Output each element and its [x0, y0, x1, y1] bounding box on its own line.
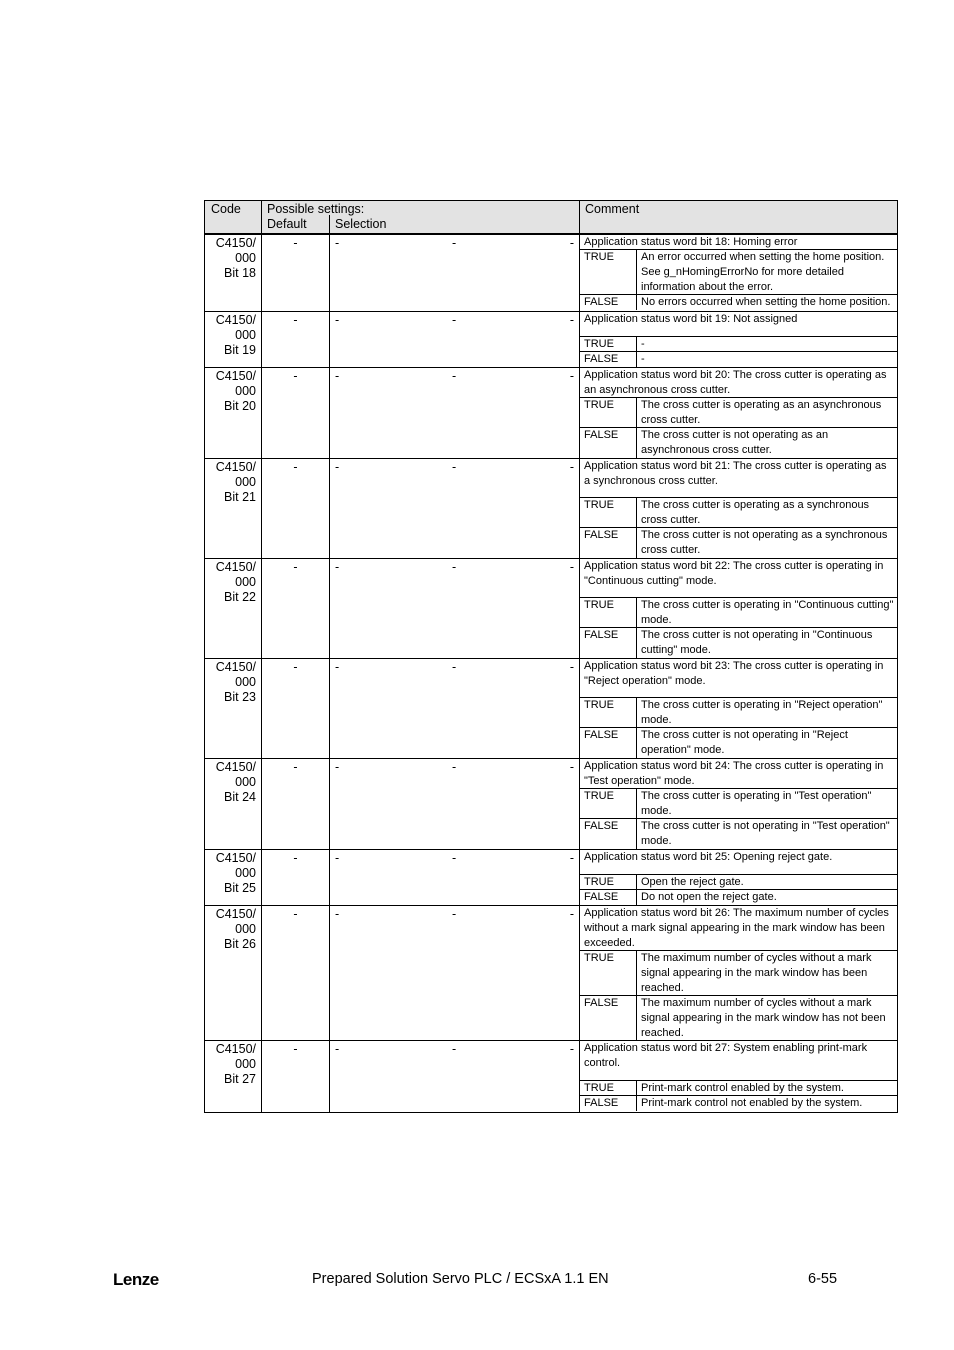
code-line: C4150/ — [215, 907, 256, 921]
code-cell — [205, 850, 262, 905]
code-line: Bit 19 — [224, 343, 256, 357]
code-line: C4150/ — [215, 369, 256, 383]
true-row — [580, 598, 897, 628]
false-label: FALSE — [580, 352, 637, 367]
true-label: TRUE — [580, 698, 637, 727]
footer-title: Prepared Solution Servo PLC / ECSxA 1.1 EN — [312, 1271, 609, 1287]
code-line: Bit 18 — [224, 266, 256, 280]
selection-cell — [330, 559, 580, 658]
false-row — [580, 628, 897, 658]
true-text: - — [641, 338, 645, 350]
false-label: FALSE — [580, 295, 637, 310]
true-label: TRUE — [580, 1081, 637, 1095]
header-possible-settings — [262, 201, 580, 233]
code-cell — [205, 1041, 262, 1112]
table-row — [205, 759, 897, 850]
false-row — [580, 428, 897, 458]
false-text: The cross cutter is not operating as a synchronous cross cutter. — [641, 529, 888, 556]
comment-cell — [580, 759, 897, 849]
true-text: The cross cutter is operating as an asynchronous cross cutter. — [641, 399, 882, 426]
selection-min: - — [335, 313, 340, 327]
code-line: 000 — [235, 866, 256, 880]
selection-cell — [330, 1041, 580, 1112]
code-line: 000 — [235, 475, 256, 489]
code-line: C4150/ — [215, 236, 256, 250]
code-cell — [205, 368, 262, 458]
true-text: The maximum number of cycles without a mark signal appearing in the mark window has been reached. — [641, 952, 872, 994]
selection-max: - — [569, 236, 574, 250]
selection-min: - — [335, 907, 340, 921]
false-text: Do not open the reject gate. — [641, 891, 777, 903]
comment-description: Application status word bit 25: Opening reject gate. — [580, 850, 897, 875]
code-line: C4150/ — [215, 1042, 256, 1056]
comment-description: Application status word bit 21: The cross cutter is operating as a synchronous cross cutter. — [580, 459, 897, 498]
true-row — [580, 337, 897, 352]
true-label: TRUE — [580, 789, 637, 818]
table-body — [205, 235, 897, 1112]
selection-max: - — [569, 660, 574, 674]
selection-cell — [330, 459, 580, 558]
code-cell — [205, 759, 262, 849]
true-text: The cross cutter is operating as a synchronous cross cutter. — [641, 499, 870, 526]
selection-step: - — [452, 236, 457, 250]
selection-cell — [330, 906, 580, 1040]
selection-max: - — [569, 560, 574, 574]
header-comment: Comment — [585, 202, 640, 216]
comment-description: Application status word bit 23: The cross cutter is operating in "Reject operation" mode. — [580, 659, 897, 698]
code-line: 000 — [235, 328, 256, 342]
code-line: Bit 26 — [224, 937, 256, 951]
true-label: TRUE — [580, 598, 637, 627]
default-cell: - — [262, 1041, 330, 1112]
comment-description: Application status word bit 20: The cross cutter is operating as an asynchronous cross cutter. — [580, 368, 897, 398]
code-line: 000 — [235, 922, 256, 936]
false-text: The cross cutter is not operating in "Continuous cutting" mode. — [641, 629, 873, 656]
code-cell — [205, 235, 262, 311]
default-cell: - — [262, 459, 330, 558]
false-label: FALSE — [580, 728, 637, 758]
true-text: Open the reject gate. — [641, 876, 744, 888]
selection-max: - — [569, 851, 574, 865]
code-line: 000 — [235, 251, 256, 265]
comment-cell — [580, 459, 897, 558]
true-row — [580, 951, 897, 996]
header-selection: Selection — [335, 217, 387, 231]
code-cell — [205, 312, 262, 367]
default-cell: - — [262, 312, 330, 367]
code-line: Bit 24 — [224, 790, 256, 804]
code-line: C4150/ — [215, 660, 256, 674]
selection-min: - — [335, 560, 340, 574]
true-row — [580, 875, 897, 890]
page-number: 6-55 — [808, 1271, 838, 1287]
true-label: TRUE — [580, 337, 637, 351]
comment-description: Application status word bit 27: System enabling print-mark control. — [580, 1041, 897, 1081]
parameter-table — [204, 200, 898, 1113]
false-label: FALSE — [580, 890, 637, 905]
table-header — [205, 201, 897, 235]
code-line: C4150/ — [215, 460, 256, 474]
true-text: The cross cutter is operating in "Test operation" mode. — [641, 790, 872, 817]
comment-cell — [580, 659, 897, 758]
comment-cell — [580, 235, 897, 311]
comment-cell — [580, 906, 897, 1040]
selection-max: - — [569, 460, 574, 474]
code-cell — [205, 459, 262, 558]
default-cell: - — [262, 659, 330, 758]
true-row — [580, 698, 897, 728]
comment-cell — [580, 1041, 897, 1112]
false-label: FALSE — [580, 628, 637, 658]
comment-description: Application status word bit 19: Not assigned — [580, 312, 897, 337]
code-cell — [205, 659, 262, 758]
code-line: Bit 25 — [224, 881, 256, 895]
false-label: FALSE — [580, 528, 637, 558]
true-row — [580, 498, 897, 528]
false-label: FALSE — [580, 819, 637, 849]
comment-cell — [580, 559, 897, 658]
false-text: The cross cutter is not operating in "Test operation" mode. — [641, 820, 890, 847]
table-row — [205, 368, 897, 459]
false-row — [580, 352, 897, 367]
true-text: The cross cutter is operating in "Reject operation" mode. — [641, 699, 883, 726]
code-line: C4150/ — [215, 760, 256, 774]
selection-cell — [330, 312, 580, 367]
comment-cell — [580, 312, 897, 367]
comment-cell — [580, 850, 897, 905]
default-cell: - — [262, 850, 330, 905]
code-line: Bit 27 — [224, 1072, 256, 1086]
false-row — [580, 528, 897, 558]
true-row — [580, 1081, 897, 1096]
selection-cell — [330, 659, 580, 758]
selection-cell — [330, 759, 580, 849]
false-text: The maximum number of cycles without a mark signal appearing in the mark window has not been reached. — [641, 997, 886, 1039]
code-line: Bit 21 — [224, 490, 256, 504]
code-cell — [205, 906, 262, 1040]
false-text: Print-mark control not enabled by the system. — [641, 1097, 863, 1109]
selection-min: - — [335, 851, 340, 865]
false-row — [580, 819, 897, 849]
selection-min: - — [335, 369, 340, 383]
true-row — [580, 250, 897, 295]
code-line: Bit 22 — [224, 590, 256, 604]
selection-step: - — [452, 1042, 457, 1056]
selection-max: - — [569, 369, 574, 383]
selection-min: - — [335, 236, 340, 250]
comment-description: Application status word bit 22: The cross cutter is operating in "Continuous cutting" mode. — [580, 559, 897, 598]
table-row — [205, 235, 897, 312]
selection-step: - — [452, 369, 457, 383]
table-row — [205, 459, 897, 559]
selection-min: - — [335, 760, 340, 774]
selection-step: - — [452, 660, 457, 674]
false-row — [580, 295, 897, 310]
false-text: No errors occurred when setting the home position. — [641, 296, 891, 308]
selection-max: - — [569, 907, 574, 921]
false-row — [580, 996, 897, 1040]
code-line: C4150/ — [215, 851, 256, 865]
code-line: Bit 20 — [224, 399, 256, 413]
true-label: TRUE — [580, 875, 637, 889]
lenze-logo: Lenze — [113, 1270, 159, 1289]
false-label: FALSE — [580, 428, 637, 458]
code-line: 000 — [235, 675, 256, 689]
code-line: C4150/ — [215, 560, 256, 574]
code-line: C4150/ — [215, 313, 256, 327]
code-cell — [205, 559, 262, 658]
code-line: 000 — [235, 384, 256, 398]
table-row — [205, 559, 897, 659]
selection-max: - — [569, 1042, 574, 1056]
header-default: Default — [267, 217, 307, 231]
selection-step: - — [452, 560, 457, 574]
selection-step: - — [452, 313, 457, 327]
code-line: Bit 23 — [224, 690, 256, 704]
false-text: The cross cutter is not operating in "Reject operation" mode. — [641, 729, 848, 756]
true-label: TRUE — [580, 398, 637, 427]
default-cell: - — [262, 559, 330, 658]
default-cell: - — [262, 368, 330, 458]
default-cell: - — [262, 759, 330, 849]
true-label: TRUE — [580, 498, 637, 527]
true-text: The cross cutter is operating in "Continuous cutting" mode. — [641, 599, 894, 626]
default-cell: - — [262, 235, 330, 311]
true-label: TRUE — [580, 250, 637, 294]
selection-max: - — [569, 313, 574, 327]
comment-description: Application status word bit 24: The cross cutter is operating in "Test operation" mode. — [580, 759, 897, 789]
false-text: The cross cutter is not operating as an asynchronous cross cutter. — [641, 429, 829, 456]
true-text: Print-mark control enabled by the system. — [641, 1082, 844, 1094]
selection-min: - — [335, 1042, 340, 1056]
selection-step: - — [452, 907, 457, 921]
header-possible-label: Possible settings: — [267, 202, 365, 216]
true-text: An error occurred when setting the home position. See g_nHomingErrorNo for more detailed information about the error. — [641, 251, 885, 293]
selection-step: - — [452, 460, 457, 474]
false-label: FALSE — [580, 1096, 637, 1111]
selection-cell — [330, 368, 580, 458]
selection-cell — [330, 235, 580, 311]
code-line: 000 — [235, 1057, 256, 1071]
selection-min: - — [335, 460, 340, 474]
false-row — [580, 890, 897, 905]
false-text: - — [641, 353, 645, 365]
default-cell: - — [262, 906, 330, 1040]
selection-min: - — [335, 660, 340, 674]
selection-step: - — [452, 760, 457, 774]
comment-description: Application status word bit 18: Homing error — [580, 235, 897, 250]
true-row — [580, 398, 897, 428]
selection-step: - — [452, 851, 457, 865]
table-row — [205, 906, 897, 1041]
table-row — [205, 850, 897, 906]
header-code: Code — [205, 201, 262, 233]
code-line: 000 — [235, 775, 256, 789]
false-row — [580, 728, 897, 758]
true-label: TRUE — [580, 951, 637, 995]
false-row — [580, 1096, 897, 1111]
selection-max: - — [569, 760, 574, 774]
code-line: 000 — [235, 575, 256, 589]
table-row — [205, 312, 897, 368]
table-row — [205, 1041, 897, 1112]
true-row — [580, 789, 897, 819]
comment-description: Application status word bit 26: The maximum number of cycles without a mark signal appearing in the mark window has been exceeded. — [580, 906, 897, 951]
selection-cell — [330, 850, 580, 905]
table-row — [205, 659, 897, 759]
comment-cell — [580, 368, 897, 458]
false-label: FALSE — [580, 996, 637, 1040]
